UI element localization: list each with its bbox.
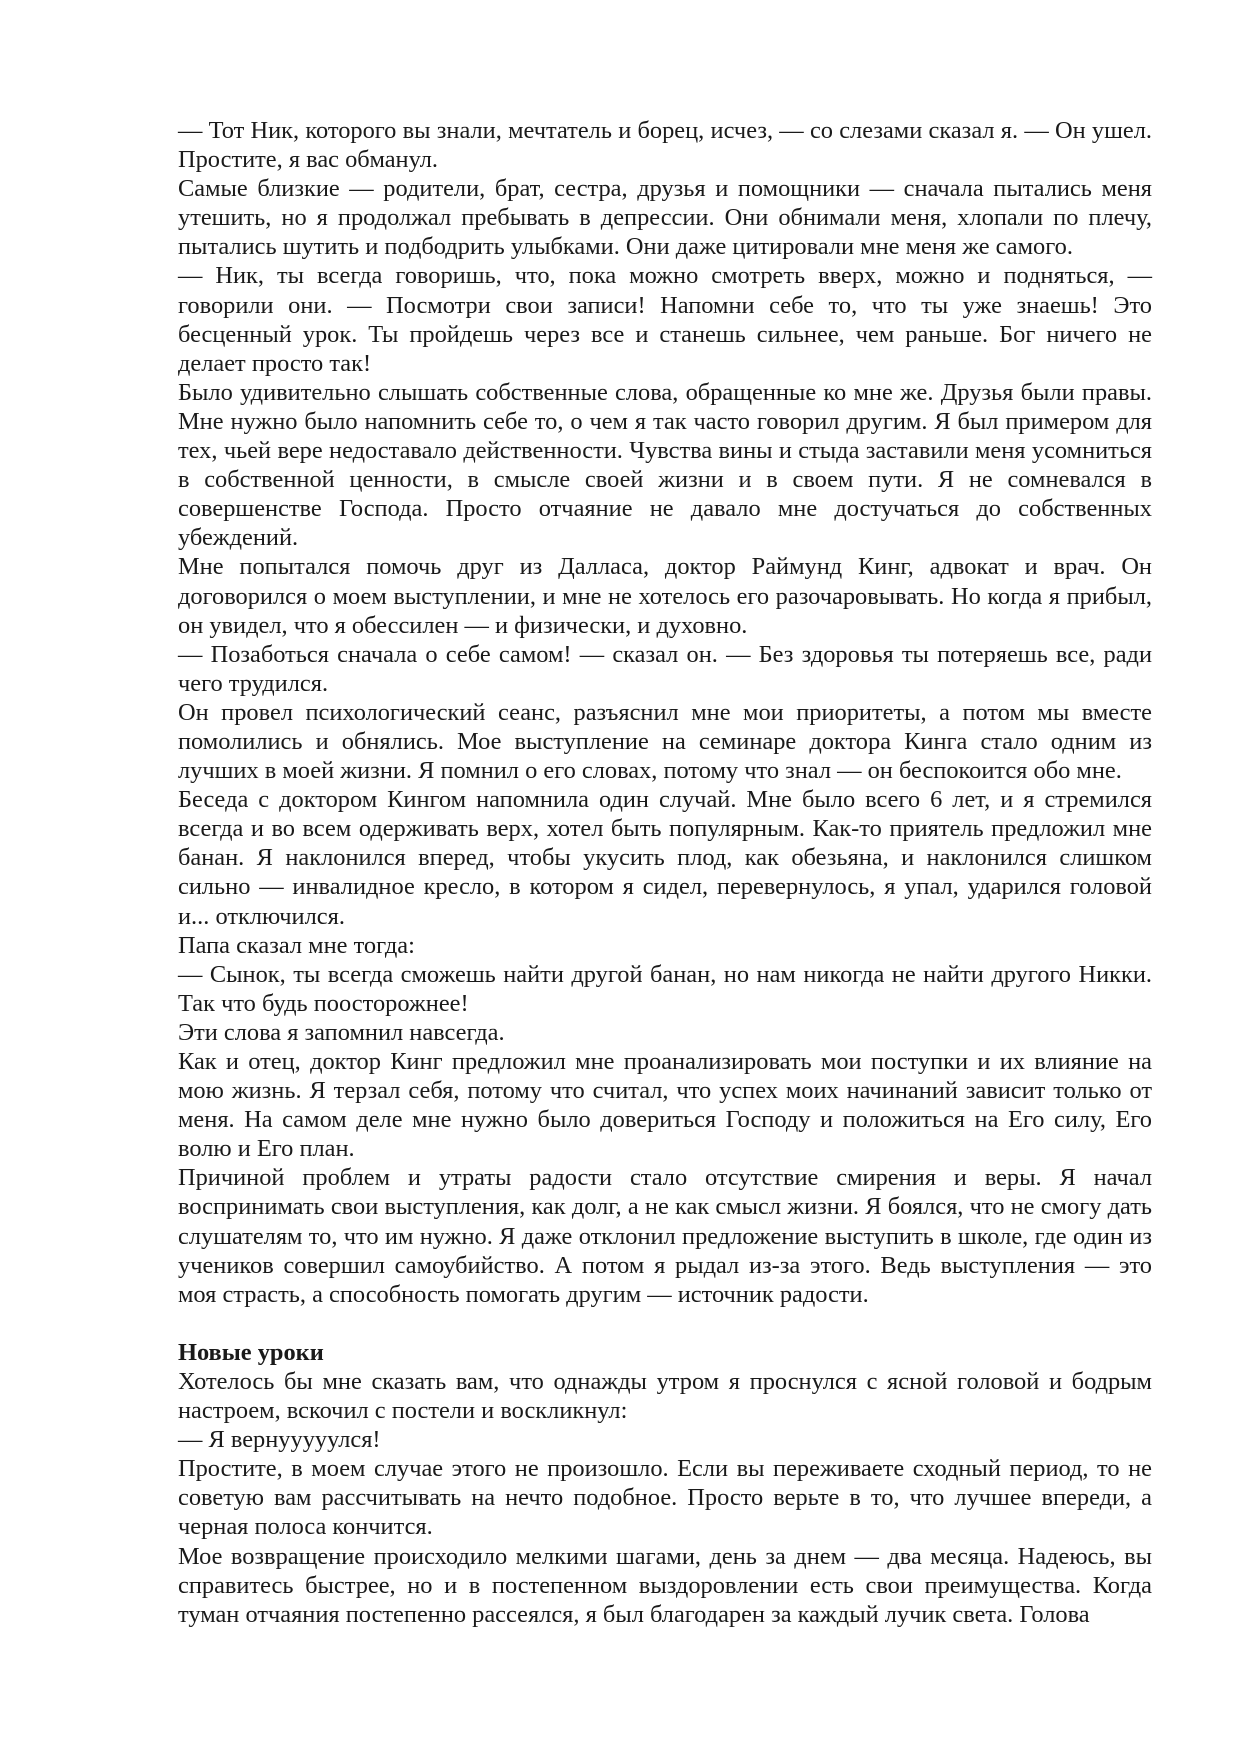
body-paragraph: Беседа с доктором Кингом напомнила один случай. Мне было всего 6 лет, и я стремился всегда и во всем одерживать верх, хотел быть популярным. Как-то приятель предложил мне банан. Я наклонился вперед, чтобы укусить плод, как обезьяна, и наклонился слишком сильно — инвалидное кресло, в котором я сидел, перевернулось, я упал, ударился головой и... отключился. — [178, 786, 1152, 930]
body-paragraph: — Тот Ник, которого вы знали, мечтатель и борец, исчез, — со слезами сказал я. — Он ушел. Простите, я вас обманул. — [178, 117, 1152, 174]
body-paragraph: — Я вернууууулся! — [178, 1426, 381, 1454]
body-paragraph: Он провел психологический сеанс, разъяснил мне мои приоритеты, а потом мы вместе помолились и обнялись. Мое выступление на семинаре доктора Кинга стало одним из лучших в моей жизни. Я помнил о его словах, потому что знал — он беспокоится обо мне. — [178, 698, 1152, 785]
body-paragraph: — Сынок, ты всегда сможешь найти другой банан, но нам никогда не найти другого Никки. Так что будь поосторожнее! — [178, 960, 1152, 1017]
body-paragraph: Как и отец, доктор Кинг предложил мне проанализировать мои поступки и их влияние на мою жизнь. Я терзал себя, потому что считал, что успех моих начинаний зависит только от меня. На самом деле мне нужно было довериться Господу и положиться на Его силу, Его волю и Его план. — [178, 1048, 1152, 1163]
section-heading: Новые уроки — [178, 1338, 324, 1366]
body-paragraph: Самые близкие — родители, брат, сестра, друзья и помощники — сначала пытались меня утешить, но я продолжал пребывать в депрессии. Они обнимали меня, хлопали по плечу, пытались шутить и подбодрить улыбками. Они даже цитировали мне меня же самого. — [178, 175, 1152, 261]
body-paragraph: — Ник, ты всегда говоришь, что, пока можно смотреть вверх, можно и подняться, — говорили они. — Посмотри свои записи! Напомни себе то, что ты уже знаешь! Это бесценный урок. Ты пройдешь через все и станешь сильнее, чем раньше. Бог ничего не делает просто так! — [178, 262, 1152, 377]
body-paragraph: Папа сказал мне тогда: — [178, 931, 415, 959]
body-paragraph: Было удивительно слышать собственные слова, обращенные ко мне же. Друзья были правы. Мне нужно было напомнить себе то, о чем я так часто говорил другим. Я был примером для тех, чьей вере недоставало действенности. Чувства вины и стыда заставили меня усомниться в собственной ценности, в смысле своей жизни и в своем пути. Я не сомневался в совершенстве Господа. Просто отчаяние не давало мне достучаться до собственных убеждений. — [178, 378, 1152, 552]
body-paragraph: Мне попытался помочь друг из Далласа, доктор Раймунд Кинг, адвокат и врач. Он договорился о моем выступлении, и мне не хотелось его разочаровывать. Но когда я прибыл, он увидел, что я обессилен — и физически, и духовно. — [178, 553, 1152, 639]
body-paragraph: Мое возвращение происходило мелкими шагами, день за днем — два месяца. Надеюсь, вы справитесь быстрее, но и в постепенном выздоровлении есть свои преимущества. Когда туман отчаяния постепенно рассеялся, я был благодарен за каждый лучик света. Голова — [178, 1542, 1152, 1628]
document-page — [178, 116, 1152, 1629]
body-paragraph: Простите, в моем случае этого не произошло. Если вы переживаете сходный период, то не советую вам рассчитывать на нечто подобное. Просто верьте в то, что лучшее впереди, а черная полоса кончится. — [178, 1455, 1152, 1541]
body-paragraph: Хотелось бы мне сказать вам, что однажды утром я проснулся с ясной головой и бодрым настроем, вскочил с постели и воскликнул: — [178, 1367, 1152, 1425]
body-paragraph: Причиной проблем и утраты радости стало отсутствие смирения и веры. Я начал воспринимать свои выступления, как долг, а не как смысл жизни. Я боялся, что не смогу дать слушателям то, что им нужно. Я даже отклонил предложение выступить в школе, где один из учеников совершил самоубийство. А потом я рыдал из-за этого. Ведь выступления — это моя страсть, а способность помогать другим — источник радости. — [178, 1164, 1152, 1308]
body-paragraph: Эти слова я запомнил навсегда. — [178, 1018, 505, 1046]
body-paragraph: — Позаботься сначала о себе самом! — сказал он. — Без здоровья ты потеряешь все, ради чего трудился. — [178, 640, 1152, 697]
